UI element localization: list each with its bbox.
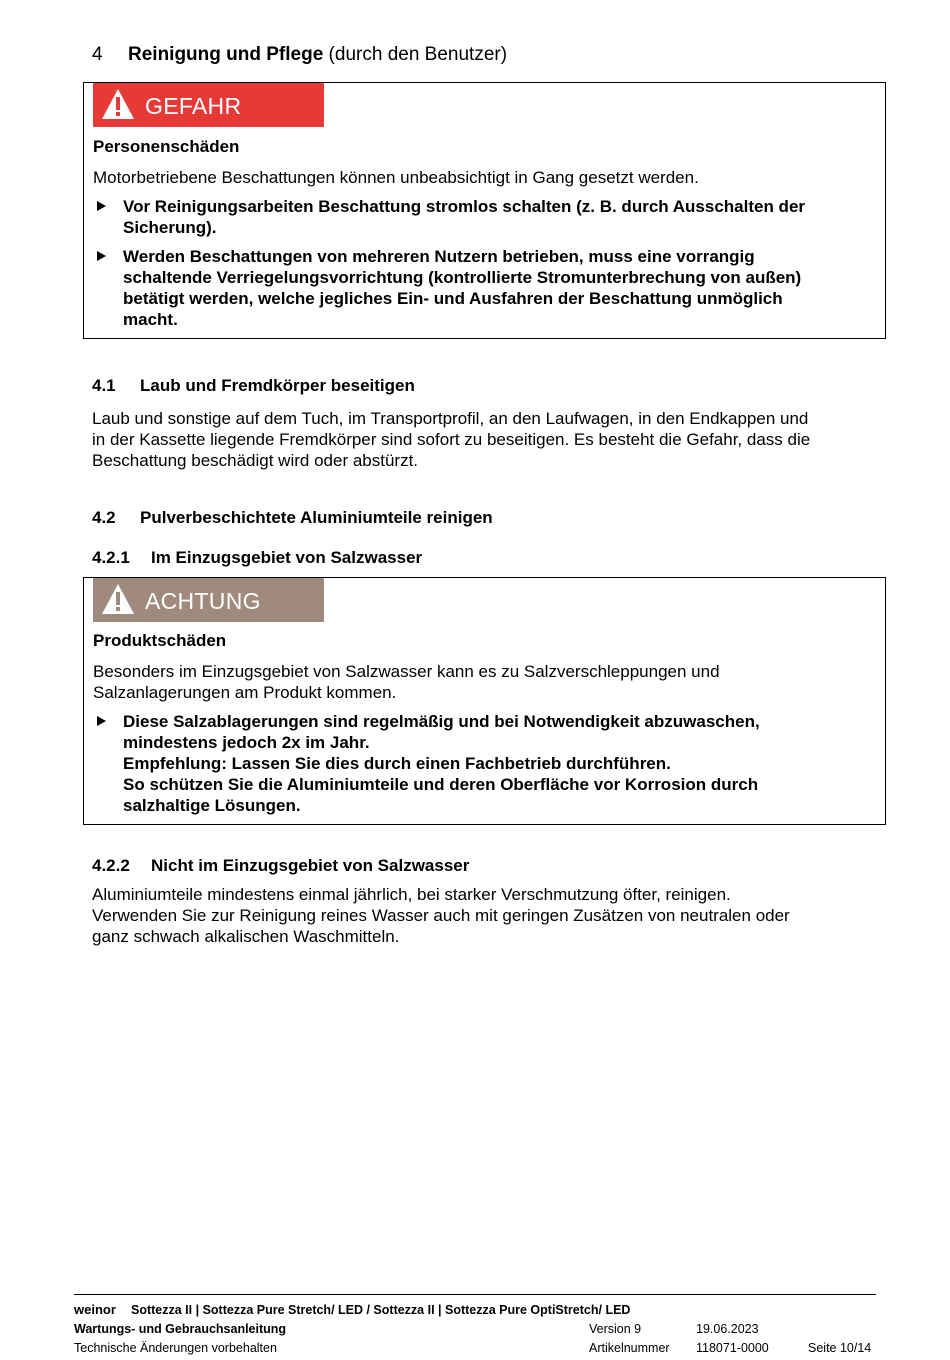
footer-products: Sottezza II | Sottezza Pure Stretch/ LED / Sottezza II | Sottezza Pure OptiStretch/ LED <box>131 1303 631 1317</box>
section-title: Laub und Fremdkörper beseitigen <box>140 376 415 395</box>
section-number: 4.2.1 <box>92 548 130 567</box>
footer-article-number: 118071-0000 <box>696 1341 769 1355</box>
text-line: in der Kassette liegende Fremdkörper sind sofort zu beseitigen. Es besteht die Gefahr, dass die <box>92 430 811 449</box>
footer-version: Version 9 <box>589 1322 642 1336</box>
caution-label: ACHTUNG <box>145 588 261 614</box>
footer-date: 19.06.2023 <box>696 1322 759 1336</box>
bullet-line: Werden Beschattungen von mehreren Nutzern betrieben, muss eine vorrangig <box>123 247 755 266</box>
section-4-2-2-text <box>92 884 790 947</box>
text-line: ganz schwach alkalischen Waschmitteln. <box>92 927 400 946</box>
section-title: Nicht im Einzugsgebiet von Salzwasser <box>151 856 470 875</box>
danger-title: Personenschäden <box>93 137 240 156</box>
bullet-line: betätigt werden, welche jegliches Ein- und Ausfahren der Beschattung unmöglich <box>123 289 783 308</box>
text-line: Laub und sonstige auf dem Tuch, im Transportprofil, an den Laufwagen, in den Endkappen und <box>92 409 809 428</box>
danger-label: GEFAHR <box>145 93 242 119</box>
section-title-suffix: (durch den Benutzer) <box>323 44 508 65</box>
bullet-line: Empfehlung: Lassen Sie dies durch einen Fachbetrieb durchführen. <box>123 754 671 773</box>
bullet-line: macht. <box>123 310 178 329</box>
bullet-line: So schützen Sie die Aluminiumteile und deren Oberfläche vor Korrosion durch <box>123 775 759 794</box>
bullet-line: mindestens jedoch 2x im Jahr. <box>123 733 370 752</box>
footer-divider <box>74 1294 876 1295</box>
caution-text <box>93 661 720 703</box>
bullet-arrow-icon <box>97 716 106 726</box>
section-title: Reinigung und Pflege <box>128 44 324 65</box>
bullet-arrow-icon <box>97 251 106 261</box>
danger-banner <box>93 83 324 127</box>
warning-triangle-icon <box>101 88 135 120</box>
footer-page-number: Seite 10/14 <box>808 1341 872 1355</box>
bullet-line: salzhaltige Lösungen. <box>123 796 301 815</box>
section-heading-4-2 <box>92 508 493 528</box>
text-line: Aluminiumteile mindestens einmal jährlich, bei starker Verschmutzung öfter, reinigen. <box>92 885 731 904</box>
section-heading-4-1 <box>92 376 415 396</box>
bullet-line: Sicherung). <box>123 218 217 237</box>
bullet-arrow-icon <box>97 201 106 211</box>
footer-article-label: Artikelnummer <box>589 1341 670 1355</box>
section-title: Im Einzugsgebiet von Salzwasser <box>151 548 423 567</box>
text-line: Salzanlagerungen am Produkt kommen. <box>93 683 397 702</box>
text-line: Verwenden Sie zur Reinigung reines Wasser auch mit geringen Zusätzen von neutralen oder <box>92 906 790 925</box>
warning-triangle-icon <box>101 583 135 615</box>
footer-doc-type: Wartungs- und Gebrauchsanleitung <box>74 1322 287 1336</box>
section-heading-4-2-2 <box>92 856 469 876</box>
section-title: Pulverbeschichtete Aluminiumteile reinigen <box>140 508 493 527</box>
danger-text: Motorbetriebene Beschattungen können unbeabsichtigt in Gang gesetzt werden. <box>93 168 699 187</box>
text-line: Besonders im Einzugsgebiet von Salzwasser kann es zu Salzverschleppungen und <box>93 662 720 681</box>
caution-title: Produktschäden <box>93 631 227 650</box>
bullet-line: Diese Salzablagerungen sind regelmäßig und bei Notwendigkeit abzuwaschen, <box>123 712 760 731</box>
caution-warning-box <box>83 577 886 825</box>
section-heading-4 <box>92 44 507 66</box>
brand-logo <box>74 1302 116 1317</box>
section-number: 4 <box>92 44 103 65</box>
caution-banner <box>93 578 324 622</box>
section-number: 4.1 <box>92 376 116 395</box>
bullet-line: schaltende Verriegelungsvorrichtung (kontrollierte Stromunterbrechung von außen) <box>123 268 802 287</box>
danger-warning-box <box>83 82 886 339</box>
section-heading-4-2-1 <box>92 548 422 568</box>
section-number: 4.2 <box>92 508 116 527</box>
section-4-1-text <box>92 408 810 471</box>
footer-note: Technische Änderungen vorbehalten <box>74 1341 277 1355</box>
logo-text: weinor <box>74 1302 116 1317</box>
bullet-line: Vor Reinigungsarbeiten Beschattung stromlos schalten (z. B. durch Ausschalten der <box>123 197 806 216</box>
section-number: 4.2.2 <box>92 856 130 875</box>
text-line: Beschattung beschädigt wird oder abstürzt. <box>92 451 419 470</box>
